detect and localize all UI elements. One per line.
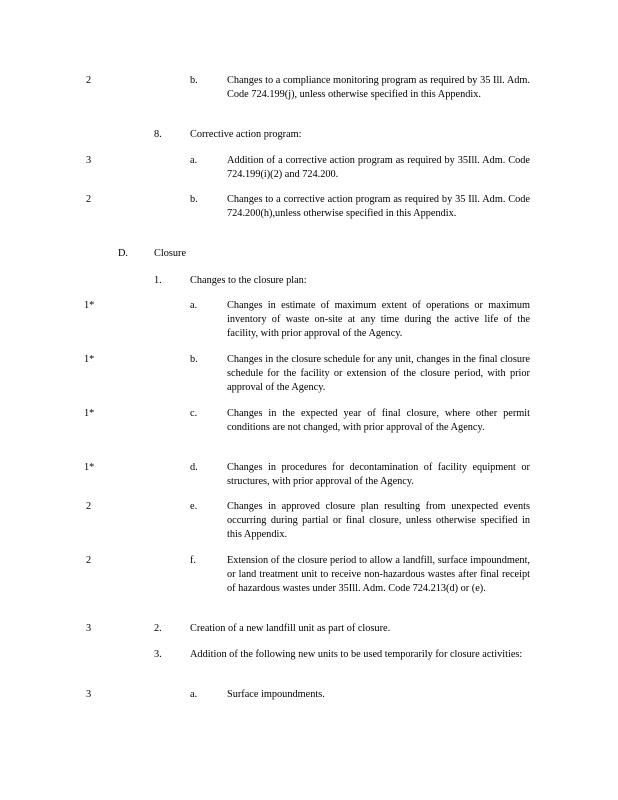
class-number: 3 [86,689,92,700]
item-text: Changes to a compliance monitoring program as required by 35 Ill. Adm. Code 724.199(j), unless otherwise specified in this Appendix. [227,75,530,100]
class-number: 1* [84,462,95,473]
item-label: a. [190,300,198,311]
item-text: Addition of the following new units to be used temporarily for closure activities: [190,649,523,660]
class-number: 1* [84,300,95,311]
class-number: 3 [86,155,92,166]
class-number: 1* [84,354,95,365]
item-text: Changes in the closure schedule for any unit, changes in the final closure schedule for the facility or extension of the closure period, with prior approval of the Agency. [227,354,530,393]
item-text: Creation of a new landfill unit as part of closure. [190,623,391,634]
item-label: 1. [154,275,162,286]
item-text: Addition of a corrective action program as required by 35Ill. Adm. Code 724.199(i)(2) and 724.200. [227,155,530,180]
item-label: 2. [154,623,162,634]
item-label: f. [190,555,197,566]
item-text: Changes in estimate of maximum extent of operations or maximum inventory of waste on-site at any time during the active life of the facility, with prior approval of the Agency. [227,300,530,339]
item-label: 3. [154,649,162,660]
item-text: Changes in the expected year of final closure, where other permit conditions are not changed, with prior approval of the Agency. [227,408,530,433]
class-number: 2 [86,75,92,86]
item-text: Changes to a corrective action program as required by 35 Ill. Adm. Code 724.200(h),unless otherwise specified in this Appendix. [227,194,530,219]
item-text: Surface impoundments. [227,689,325,700]
class-number: 2 [86,555,92,566]
item-text: Changes in procedures for decontamination of facility equipment or structures, with prior approval of the Agency. [227,462,530,487]
class-number: 2 [86,194,92,205]
section-title: Closure [154,248,187,259]
class-number: 1* [84,408,95,419]
item-label: b. [190,75,198,86]
item-text: Corrective action program: [190,129,302,140]
item-text: Extension of the closure period to allow a landfill, surface impoundment, or land treatment unit to receive non-hazardous wastes after final receipt of hazardous wastes under 35Ill. Adm. Code 724.213(d) or (e). [227,555,530,594]
item-label: b. [190,354,198,365]
item-label: a. [190,689,198,700]
item-label: c. [190,408,198,419]
item-label: d. [190,462,198,473]
class-number: 2 [86,501,92,512]
item-text: Changes in approved closure plan resulting from unexpected events occurring during partial or final closure, unless otherwise specified in this Appendix. [227,501,530,540]
class-number: 3 [86,623,92,634]
item-text: Changes to the closure plan: [190,275,307,286]
section-label: D. [118,248,129,259]
item-label: a. [190,155,198,166]
item-label: e. [190,501,198,512]
item-label: b. [190,194,198,205]
item-label: 8. [154,129,162,140]
